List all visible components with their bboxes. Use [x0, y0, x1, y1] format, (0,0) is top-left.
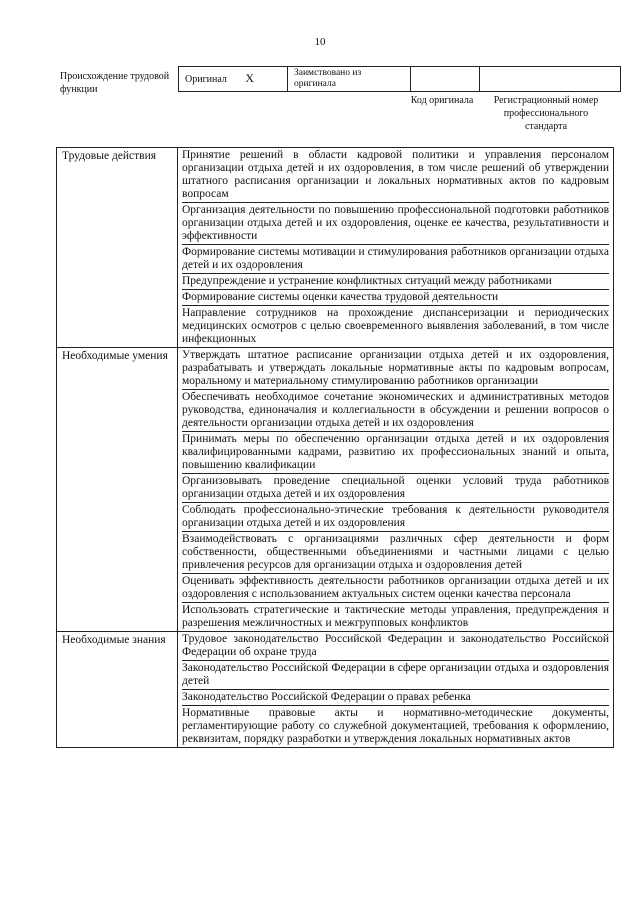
table-cell: Соблюдать профессионально-этические требования к деятельности руководителя организации отдыха детей и их оздоровления: [182, 504, 609, 529]
section-label: Необходимые знания: [57, 632, 178, 748]
code-label: Код оригинала: [410, 95, 474, 106]
table-cell: Утверждать штатное расписание организации отдыха детей и их оздоровления, разрабатывать и утверждать локальные нормативные акты по кадровым вопросам, моральному и материальному стимулированию работников организации: [182, 349, 609, 387]
section-items: [178, 148, 614, 348]
section-items: [178, 348, 614, 632]
section-row: [57, 632, 614, 748]
original-label: Оригинал: [185, 74, 227, 85]
origin-label: Происхождение трудовой функции: [60, 71, 170, 95]
origin-table: [178, 66, 621, 92]
table-cell: Принимать меры по обеспечению организации отдыха детей и их оздоровления квалифицированными кадрами, развитию их профессиональных знаний и опыта, повышению квалификации: [182, 433, 609, 471]
table-cell: Законодательство Российской Федерации о правах ребенка: [182, 689, 609, 705]
table-cell: Принятие решений в области кадровой политики и управления персоналом организации отдыха детей и их оздоровления, в том числе решений об утверждении штатного расписания организации и локальных нормативных актов по кадровым вопросам: [182, 149, 609, 200]
table-cell: Оценивать эффективность деятельности работников организации отдыха детей и их оздоровления с использованием актуальных систем оценки качества персонала: [182, 575, 609, 600]
code-cell: [411, 67, 480, 92]
table-cell: Направление сотрудников на прохождение диспансеризации и периодических медицинских осмотров с целью своевременного выявления заболеваний, в том числе инфекционных: [182, 307, 609, 345]
section-label: Трудовые действия: [57, 148, 178, 348]
section-row: [57, 148, 614, 348]
table-cell: Законодательство Российской Федерации в сфере организации отдыха и оздоровления детей: [182, 662, 609, 687]
table-cell: Формирование системы оценки качества трудовой деятельности: [182, 289, 609, 305]
section-label: Необходимые умения: [57, 348, 178, 632]
reg-number-cell: [480, 67, 621, 92]
original-mark: X: [245, 71, 255, 85]
table-cell: Трудовое законодательство Российской Федерации и законодательство Российской Федерации об охране труда: [182, 633, 609, 658]
table-cell: Взаимодействовать с организациями различных сфер деятельности и форм собственности, общественными объединениями и частными лицами с целью привлечения ресурсов для организации отдыха и оздоровления детей: [182, 533, 609, 571]
table-cell: Формирование системы мотивации и стимулирования работников организации отдыха детей и их оздоровления: [182, 246, 609, 271]
table-cell: Организовывать проведение специальной оценки условий труда работников организации отдыха детей и их оздоровления: [182, 475, 609, 500]
page-number: 10: [314, 36, 326, 48]
table-cell: Использовать стратегические и тактические методы управления, предупреждения и разрешения межличностных и межгрупповых конфликтов: [182, 604, 609, 629]
section-items: [178, 632, 614, 748]
table-cell: Обеспечивать необходимое сочетание экономических и административных методов руководства, единоначалия и коллегиальности в обсуждении и решении вопросов о деятельности организации отдыха детей и их оздоровления: [182, 391, 609, 429]
reg-number-label: Регистрационный номер профессионального стандарта: [493, 95, 599, 132]
table-cell: Организация деятельности по повышению профессиональной подготовки работников организации отдыха детей и их оздоровления, оценке ее качества, результативности и эффективности: [182, 204, 609, 242]
section-row: [57, 348, 614, 632]
original-cell: [179, 67, 288, 92]
table-cell: Предупреждение и устранение конфликтных ситуаций между работниками: [182, 273, 609, 289]
table-cell: Нормативные правовые акты и нормативно-методические документы, регламентирующие работу со служебной документацией, требования к оформлению, реквизитам, порядку разработки и утверждения локальных нормативных актов: [182, 707, 609, 745]
functions-table: [56, 147, 614, 748]
borrowed-cell: Заимствовано из оригинала: [288, 67, 411, 92]
